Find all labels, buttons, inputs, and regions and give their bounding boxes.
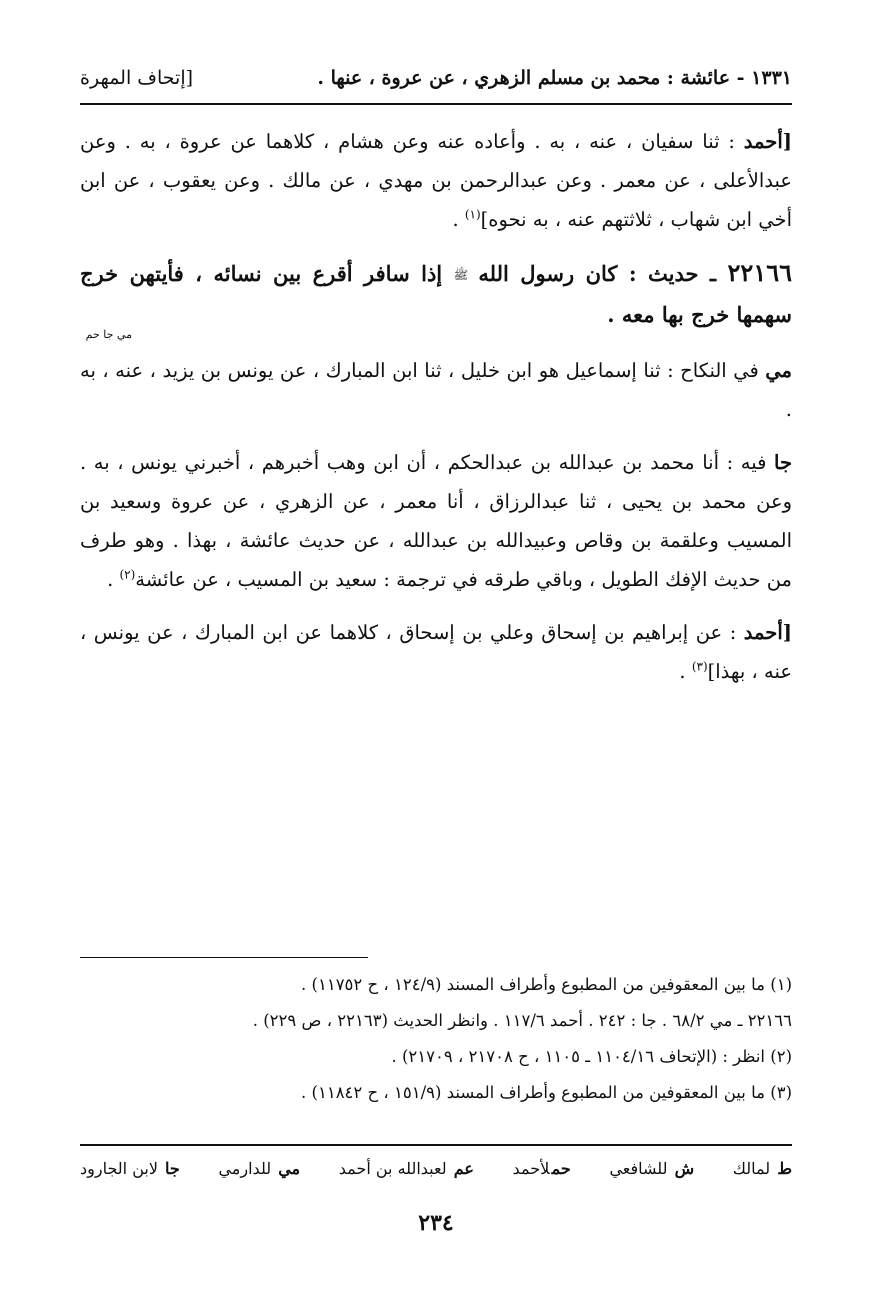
paragraph-end: .: [107, 568, 120, 591]
footnote: (٢) انظر : (الإتحاف ١١٠٤/١٦ ـ ١١٠٥ ، ح ٢١٧٠٨ ، ٢١٧٠٩) .: [391, 1047, 792, 1066]
paragraph-ja: [80, 443, 792, 599]
legend-abbr: ش: [674, 1159, 695, 1178]
chapter-title: ١٣٣١ - عائشة : محمد بن مسلم الزهري ، عن عروة ، عنها .: [317, 67, 792, 89]
hadith-number: ٢٢١٦٦: [727, 258, 792, 287]
footnote: (١) ما بين المعقوفين من المطبوع وأطراف المسند (١٢٤/٩ ، ح ١١٧٥٢) .: [301, 975, 792, 994]
legend-abbr: ط: [777, 1159, 792, 1178]
legend-text: لمالك: [732, 1159, 771, 1178]
legend-text: لابن الجارود: [80, 1159, 158, 1178]
hadith-lead: ـ حديث : كان رسول الله: [478, 261, 728, 286]
source-label: [أحمد: [743, 130, 792, 153]
hadith-sigla: مي جا حم: [85, 328, 132, 341]
paragraph-text: : عن إبراهيم بن إسحاق وعلي بن إسحاق ، كلاهما عن ابن المبارك ، عن يونس ، عنه ، بهذا]: [80, 621, 792, 683]
paragraph-end: .: [452, 208, 465, 231]
legend-item: [513, 1154, 571, 1184]
legend-abbr: حم: [551, 1159, 571, 1178]
honorific-glyph: ﷺ: [453, 268, 469, 282]
footnote-rule: [80, 957, 368, 958]
abbreviation-legend: [80, 1154, 792, 1184]
legend-text: للدارمي: [218, 1159, 272, 1178]
legend-item: [733, 1154, 792, 1184]
header-rule: [80, 103, 792, 105]
footnotes: [80, 967, 792, 1111]
hadith-entry: [80, 253, 792, 341]
footnote-marker: (٢): [119, 567, 136, 582]
legend-item: [609, 1154, 694, 1184]
paragraph-end: .: [679, 660, 692, 683]
legend-text: لأحمد: [512, 1159, 550, 1178]
page-number: ٢٣٤: [418, 1210, 454, 1236]
paragraph-ahmad-2: [80, 613, 792, 691]
footnote: ٢٢١٦٦ ـ مي ٦٨/٢ . جا : ٢٤٢ . أحمد ١١٧/٦ . وانظر الحديث (٢٢١٦٣ ، ص ٢٢٩) .: [252, 1011, 792, 1030]
legend-text: للشافعي: [609, 1159, 668, 1178]
paragraph-text: فيه : أنا محمد بن عبدالله بن عبدالحكم ، أن ابن وهب أخبرهم ، أخبرني يونس ، به . وعن محمد بن يحيى ، ثنا عبدالرزاق ، أنا معمر ، عن الزهري ، عن عروة وسعيد بن المسيب وعلقمة بن وقاص وعبيدالله بن عبدالله ، عن حديث عائشة ، بهذا . وهو طرف من حديث الإفك الطويل ، وباقي طرقه في ترجمة : سعيد بن المسيب ، عن عائشة: [80, 451, 792, 591]
footnote: (٣) ما بين المعقوفين من المطبوع وأطراف المسند (١٥١/٩ ، ح ١١٨٤٢) .: [301, 1083, 792, 1102]
footnote-marker: (١): [464, 207, 481, 222]
legend-abbr: مي: [278, 1159, 301, 1178]
legend-abbr: عم: [453, 1159, 474, 1178]
legend-text: لعبدالله بن أحمد: [338, 1159, 447, 1178]
legend-item: [80, 1154, 180, 1184]
legend-item: [339, 1154, 474, 1184]
source-label: [أحمد: [743, 621, 792, 644]
book-title: [إتحاف المهرة: [80, 67, 194, 89]
hadith-text: إذا سافر أقرع بين نسائه ، فأيتهن خرج سهمها خرج بها معه .: [80, 261, 792, 327]
running-header: [80, 58, 792, 98]
legend-item: [218, 1154, 300, 1184]
footnote-marker: (٣): [691, 659, 708, 674]
source-label: مي: [765, 359, 792, 382]
source-label: جا: [774, 451, 792, 474]
paragraph-ahmad-1: [80, 122, 792, 239]
paragraph-text: : ثنا سفيان ، عنه ، به . وأعاده عنه وعن هشام ، كلاهما عن عروة ، به . وعن عبدالأعلى ، عن معمر . وعن عبدالرحمن بن مهدي ، عن مالك . وعن يعقوب ، عن ابن أخي ابن شهاب ، ثلاثتهم عنه ، به نحوه]: [80, 130, 792, 231]
paragraph-mi: [80, 351, 792, 429]
main-text: [80, 122, 792, 705]
paragraph-text: في النكاح : ثنا إسماعيل هو ابن خليل ، ثنا ابن المبارك ، عن يونس بن يزيد ، عنه ، به .: [80, 359, 792, 421]
book-page: [80, 50, 792, 1280]
legend-rule: [80, 1144, 792, 1146]
legend-abbr: جا: [165, 1159, 180, 1178]
